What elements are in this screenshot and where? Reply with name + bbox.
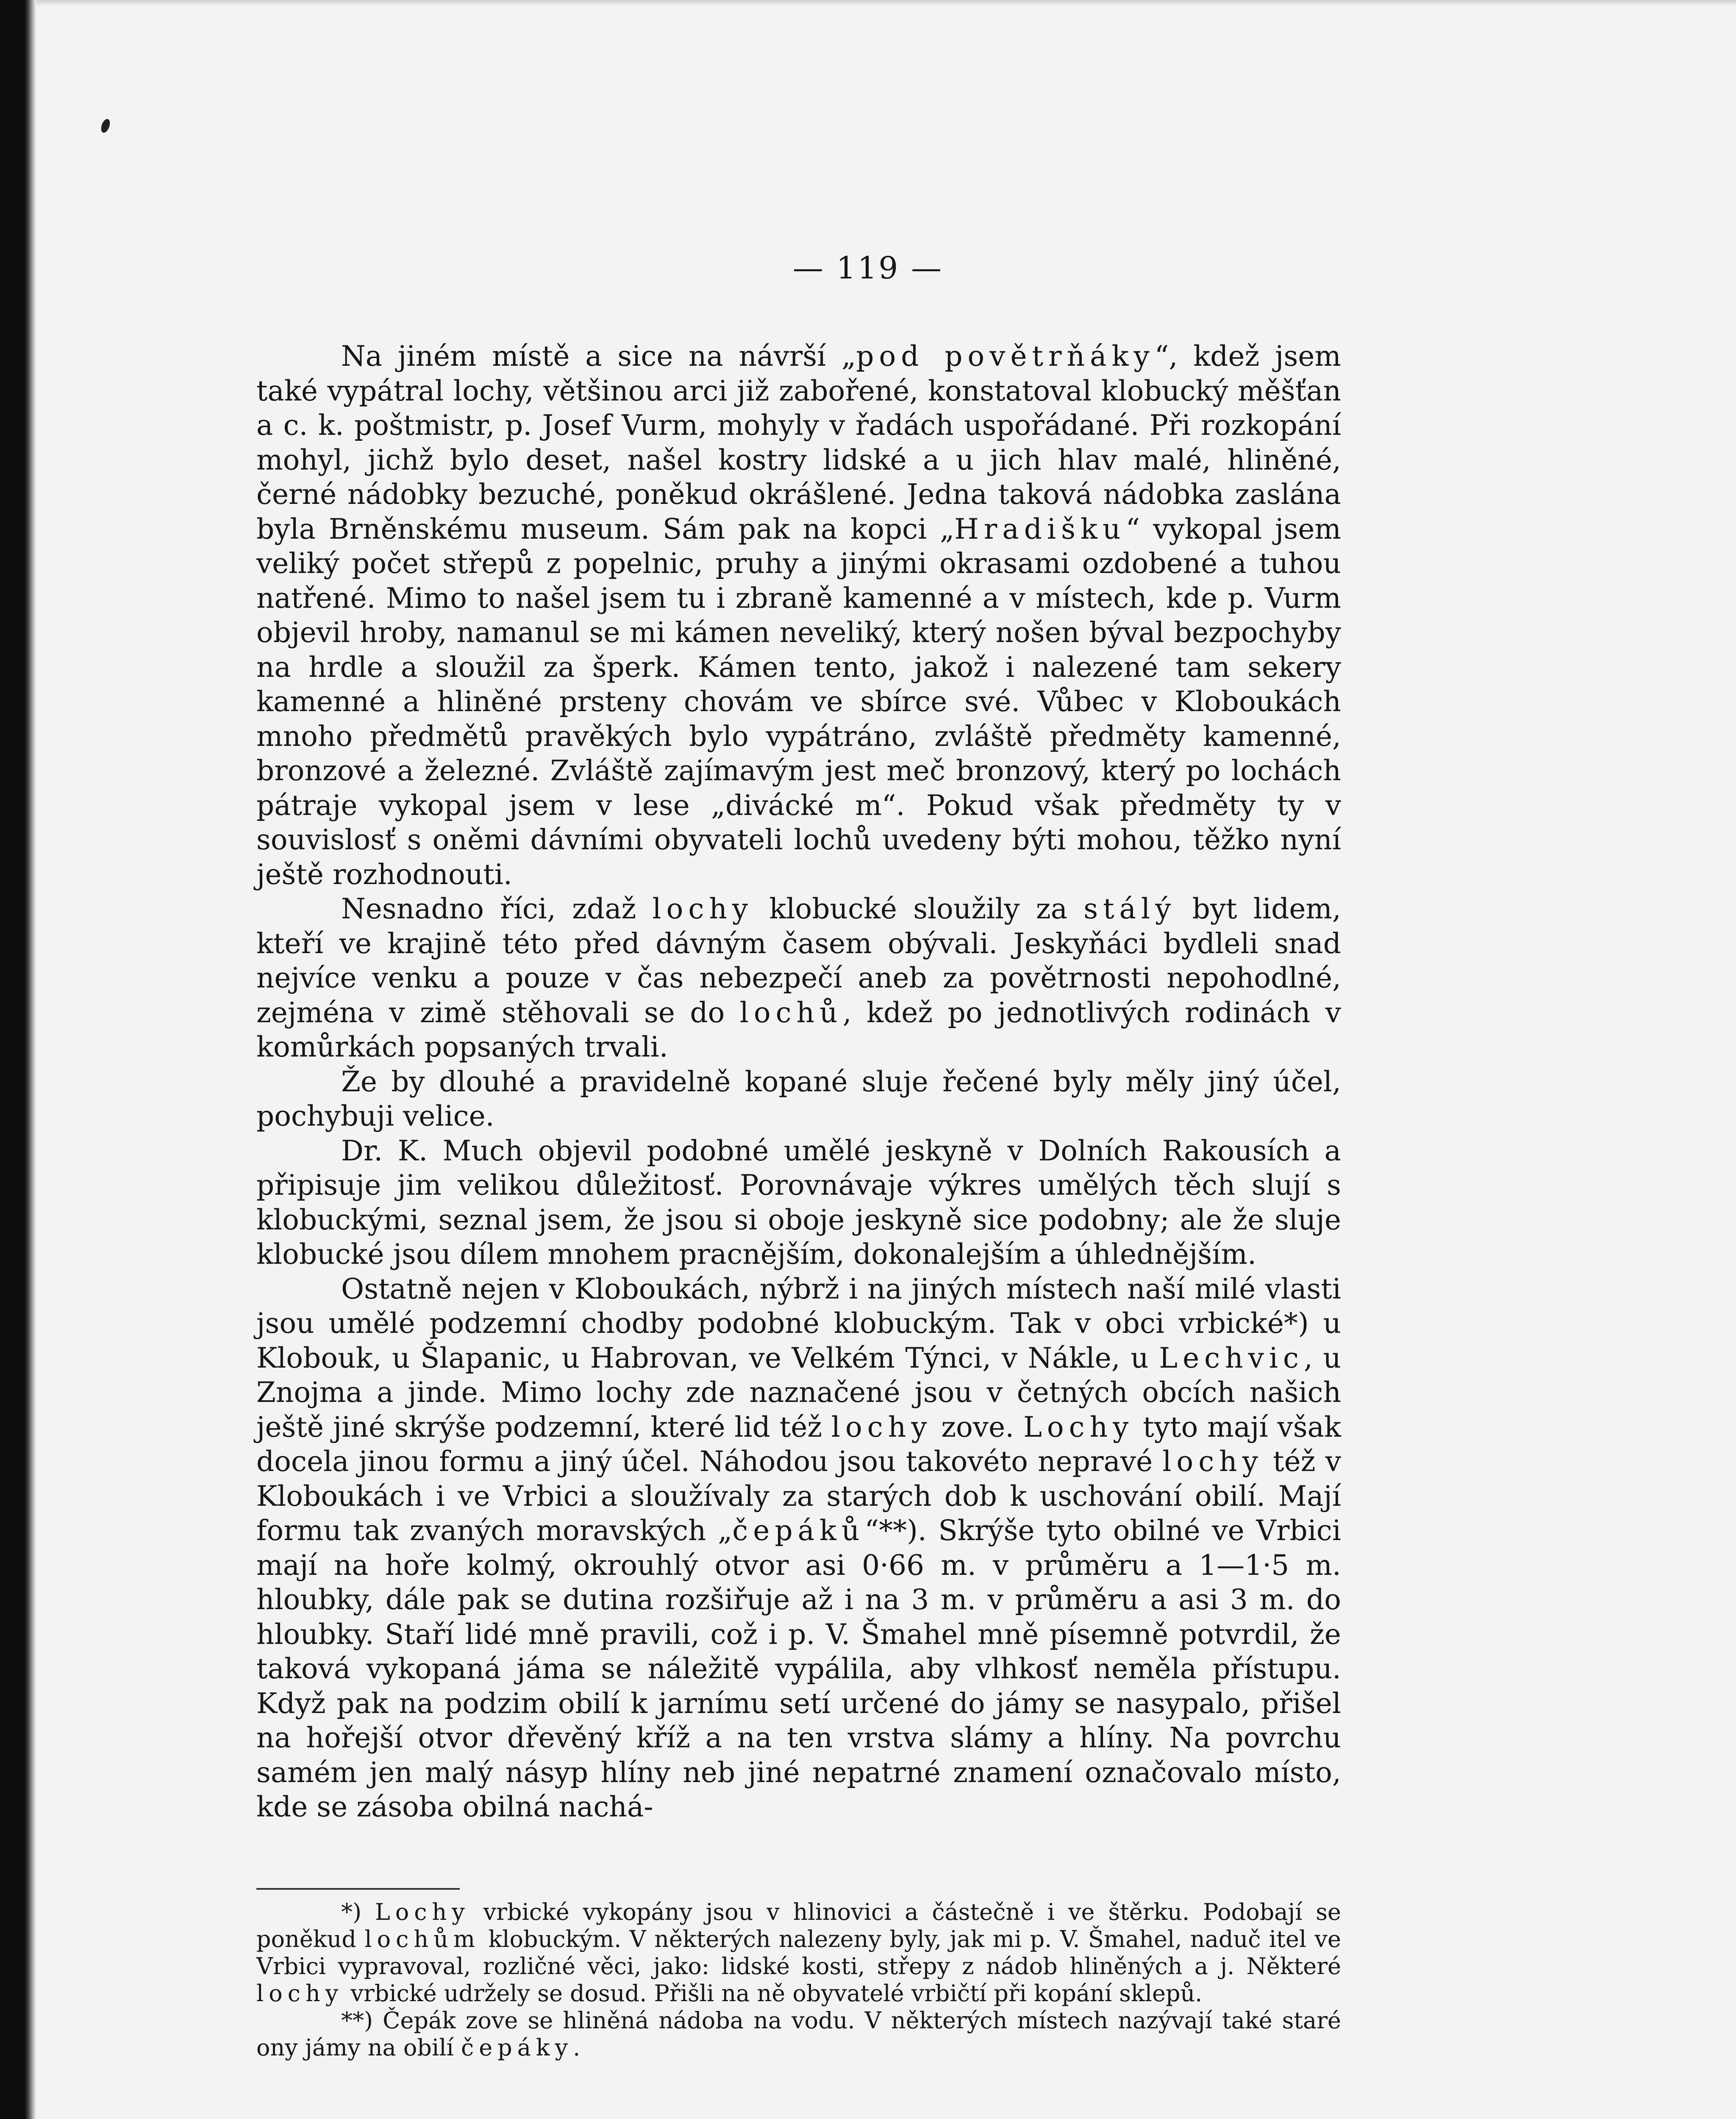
spaced-emphasis: čepáků	[732, 1514, 865, 1547]
spaced-emphasis: pod povětrňáky	[856, 340, 1155, 373]
page-number: — 119 —	[792, 250, 944, 286]
text-run: tyto mají však docela jinou formu a jiný účel. Náhodou jsou takovéto nepravé	[256, 1410, 1341, 1478]
text-run: vrbické udržely se dosud. Přišli na ně obyvatelé vrbičtí při kopání sklepů.	[343, 1980, 1203, 2007]
text-run: *)	[341, 1899, 375, 1925]
text-run: klobuckým. V některých nalezeny byly, jak mi p. V. Šmahel, naduč itel ve Vrbici vypravoval, rozličné věci, jako: lidské kosti, střepy z nádob hliněných a j. Některé	[256, 1926, 1342, 1980]
paragraph	[256, 1065, 1341, 1134]
text-run: Na jiném místě a sice na návrší „	[341, 340, 856, 373]
text-run: zove.	[932, 1410, 1024, 1443]
text-run: též v Kloboukách i ve Vrbici a sloužívaly za starých dob k uschování obilí. Mají formu tak zvaných moravských „	[256, 1445, 1341, 1547]
paragraph	[256, 339, 1341, 892]
text-run: Dr. K. Much objevil podobné umělé jeskyně v Dolních Rakousích a připisuje jim velikou důležitosť. Porovnávaje výkres umělých těch slují s klobuckými, seznal jsem, že jsou si oboje jeskyně sice podobny; ale že sluje klobucké jsou dílem mnohem pracnějším, dokonalejším a úhlednějším.	[256, 1134, 1341, 1271]
text-run: Že by dlouhé a pravidelně kopané sluje řečené byly měly jiný účel, pochybuji velice.	[256, 1065, 1341, 1132]
scan-edge-top	[0, 0, 1736, 6]
text-run: “, kdež jsem také vypátral lochy, většinou arci již zabořené, konstatoval klobucký měšťan a c. k. poštmistr, p. Josef Vurm, mohyly v řadách uspořádané. Při rozkopání mohyl, jichž bylo deset, našel kostry lidské a u jich hlav malé, hliněné, černé nádobky bezuché, poněkud okrášlené. Jedna taková nádobka zaslána byla Brněnskému museum. Sám pak na kopci „	[256, 340, 1342, 545]
text-run: Ostatně nejen v Kloboukách, nýbrž i na jiných místech naší milé vlasti jsou umělé podzemní chodby podobné klobuckým. Tak v obci vrbické*) u Klobouk, u Šlapanic, u Habrovan, ve Velkém Týnci, v Nákle, u	[256, 1272, 1341, 1374]
ink-spot	[100, 118, 112, 134]
paragraph	[256, 1134, 1341, 1272]
spaced-emphasis: lochům	[364, 1926, 481, 1952]
footnote	[256, 1899, 1341, 2007]
spaced-emphasis: lochy	[256, 1980, 344, 2007]
text-run: klobucké sloužily za	[753, 893, 1084, 925]
text-run: “**). Skrýše tyto obilné ve Vrbici mají na hoře kolmý, okrouhlý otvor asi 0·66 m. v průměru a 1—1·5 m. hloubky, dále pak se dutina rozšiřuje až i na 3 m. v průměru a asi 3 m. do hloubky. Staří lidé mně pravili, což i p. V. Šmahel mně písemně potvrdil, že taková vykopaná jáma se náležitě vypálila, aby vlhkosť neměla přístupu. Když pak na podzim obilí k jarnímu setí určené do jámy se nasypalo, přišel na hořejší otvor dřevěný kříž a na ten vrstva slámy a hlíny. Na povrchu samém jen malý násyp hlíny neb jiné nepatrné znamení označovalo místo, kde se zásoba obilná nachá-	[256, 1514, 1341, 1823]
text-run: , kdež po jednotlivých rodinách v komůrkách popsaných trvali.	[256, 996, 1341, 1063]
text-run: vrbické vykopány jsou v hlinovici a částečně i ve štěrku. Podobají se poněkud	[256, 1899, 1342, 1952]
spaced-emphasis: lochů	[739, 996, 843, 1029]
footnote	[256, 2007, 1341, 2061]
text-run: .	[573, 2034, 581, 2061]
paragraph	[256, 892, 1341, 1065]
text-run: **) Čepák zove se hliněná nádoba na vodu. V některých místech nazývají také staré ony jámy na obilí	[256, 2007, 1341, 2061]
spaced-emphasis: lochy	[1162, 1445, 1263, 1478]
spaced-emphasis: Lechvic	[1159, 1341, 1304, 1374]
spaced-emphasis: čepáky	[461, 2034, 573, 2061]
spaced-emphasis: Hradišku	[954, 512, 1126, 545]
footnote-rule	[256, 1888, 460, 1890]
spaced-emphasis: lochy	[652, 893, 753, 925]
text-run: Nesnadno říci, zdaž	[341, 893, 653, 925]
text-run: “ vykopal jsem veliký počet střepů z popelnic, pruhy a jinými okrasami ozdobené a tuhou natřené. Mimo to našel jsem tu i zbraně kamenné a v místech, kde p. Vurm objevil hroby, namanul se mi kámen neveliký, který nošen býval bezpochyby na hrdle a sloužil za šperk. Kámen tento, jakož i nalezené tam sekery kamenné a hliněné prsteny chovám ve sbírce své. Vůbec v Kloboukách mnoho předmětů pravěkých bylo vypátráno, zvláště předměty kamenné, bronzové a železné. Zvláště zajímavým jest meč bronzový, který po lochách pátraje vykopal jsem v lese „divácké m“. Pokud však předměty ty v souvislosť s oněmi dávními obyvateli lochů uvedeny býti mohou, těžko nyní ještě rozhodnouti.	[256, 512, 1341, 891]
spaced-emphasis: Lochy	[375, 1899, 470, 1925]
text-run: byt lidem, kteří ve krajině této před dávným časem obývali. Jeskyňáci bydleli snad nejvíce venku a pouze v čas nebezpečí aneb za povětrnosti nepohodlné, zejména v zimě stěhovali se do	[256, 893, 1341, 1029]
footnotes	[256, 1899, 1341, 2061]
text-run: , u Znojma a jinde. Mimo lochy zde naznačené jsou v četných obcích našich ještě jiné skrýše podzemní, které lid též	[256, 1341, 1341, 1443]
spaced-emphasis: Lochy	[1023, 1410, 1134, 1443]
body-text	[256, 339, 1341, 1824]
spaced-emphasis: lochy	[831, 1410, 932, 1443]
spaced-emphasis: stálý	[1083, 893, 1176, 925]
paragraph	[256, 1272, 1341, 1824]
scan-edge-left	[0, 0, 36, 2119]
